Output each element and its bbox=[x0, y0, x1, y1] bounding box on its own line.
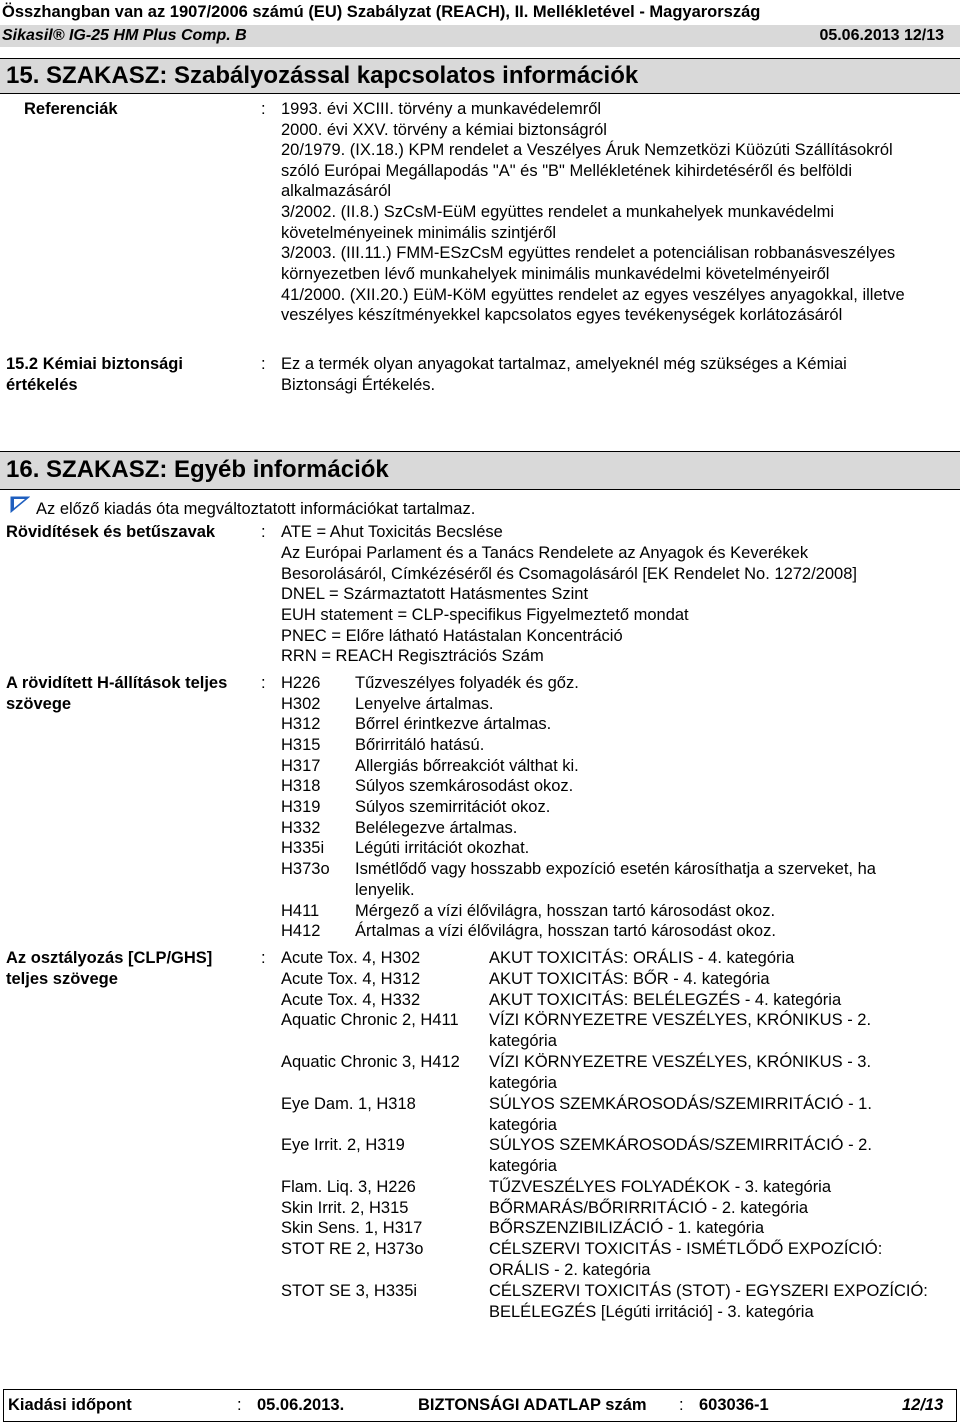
h-text: Belélegezve ártalmas. bbox=[355, 819, 518, 837]
clp-text: VÍZI KÖRNYEZETRE VESZÉLYES, KRÓNIKUS - 3. kategória bbox=[489, 1053, 872, 1092]
clp-code: STOT RE 2, H373o bbox=[281, 1240, 424, 1258]
references-label: Referenciák bbox=[24, 100, 118, 118]
sds-number-label: BIZTONSÁGI ADATLAP szám bbox=[418, 1396, 647, 1414]
h-statements-label: A rövidített H-állítások teljes bbox=[6, 674, 228, 692]
reference-line: 3/2003. (III.11.) FMM-ESzCsM együttes rendelet a potenciálisan robbanásveszélyes bbox=[281, 244, 896, 262]
h-text: Lenyelve ártalmas. bbox=[355, 695, 494, 713]
clp-code: Aquatic Chronic 3, H412 bbox=[281, 1053, 460, 1071]
section-16-title-bar bbox=[0, 451, 960, 490]
abbreviation-line: EUH statement = CLP-specifikus Figyelmeztető mondat bbox=[281, 606, 689, 624]
h-text: Tűzveszélyes folyadék és gőz. bbox=[355, 674, 579, 692]
abbreviation-line: ATE = Ahut Toxicitás Becslése bbox=[281, 523, 503, 541]
reference-line: 1993. évi XCIII. törvény a munkavédelemről bbox=[281, 100, 602, 118]
h-code: H412 bbox=[281, 922, 321, 940]
clp-code: Acute Tox. 4, H332 bbox=[281, 991, 421, 1009]
clp-text: TŰZVESZÉLYES FOLYADÉKOK - 3. kategória bbox=[489, 1178, 832, 1196]
csa-text: Biztonsági Értékelés. bbox=[281, 376, 436, 394]
section-15-title: 15. SZAKASZ: Szabályozással kapcsolatos információk bbox=[6, 62, 639, 89]
issue-date: 05.06.2013. bbox=[257, 1396, 345, 1414]
clp-label: teljes szövege bbox=[6, 970, 118, 988]
colon: : bbox=[261, 100, 266, 118]
reference-line: veszélyes készítményekkel kapcsolatos egyes tevékenységek korlátozásáról bbox=[281, 306, 843, 324]
clp-text: AKUT TOXICITÁS: BŐR - 4. kategória bbox=[489, 970, 770, 988]
issue-date-label: Kiadási időpont bbox=[8, 1396, 132, 1414]
h-text: Súlyos szemirritációt okoz. bbox=[355, 798, 551, 816]
clp-code: Eye Irrit. 2, H319 bbox=[281, 1136, 405, 1154]
clp-code: Flam. Liq. 3, H226 bbox=[281, 1178, 416, 1196]
abbreviation-line: Az Európai Parlament és a Tanács Rendelete az Anyagok és Keverékek bbox=[281, 544, 809, 562]
section-15-title-bar bbox=[0, 58, 960, 94]
abbreviations-label: Rövidítések és betűszavak bbox=[6, 523, 216, 541]
h-text: Allergiás bőrreakciót válthat ki. bbox=[355, 757, 579, 775]
csa-text: Ez a termék olyan anyagokat tartalmaz, amelyeknél még szükséges a Kémiai bbox=[281, 355, 847, 373]
footer-box bbox=[3, 1389, 957, 1422]
clp-code: Aquatic Chronic 2, H411 bbox=[281, 1011, 459, 1029]
clp-code: Acute Tox. 4, H302 bbox=[281, 949, 421, 967]
csa-label: 15.2 Kémiai biztonsági bbox=[6, 355, 183, 373]
h-code: H315 bbox=[281, 736, 321, 754]
change-marker-icon bbox=[10, 496, 30, 513]
clp-text: AKUT TOXICITÁS: BELÉLEGZÉS - 4. kategória bbox=[489, 991, 842, 1009]
abbreviation-line: DNEL = Származtatott Hatásmentes Szint bbox=[281, 585, 589, 603]
product-header-bar bbox=[0, 25, 960, 47]
clp-code: Skin Sens. 1, H317 bbox=[281, 1219, 423, 1237]
h-text: Ártalmas a vízi élővilágra, hosszan tartó károsodást okoz. bbox=[355, 922, 776, 940]
colon: : bbox=[261, 523, 266, 541]
h-text: Ismétlődő vagy hosszabb expozíció esetén károsíthatja a szerveket, ha lenyelik. bbox=[355, 860, 876, 899]
clp-code: Skin Irrit. 2, H315 bbox=[281, 1199, 409, 1217]
header-date-page: 05.06.2013 12/13 bbox=[819, 27, 944, 44]
clp-text: CÉLSZERVI TOXICITÁS - ISMÉTLŐDŐ EXPOZÍCIÓ: ORÁLIS - 2. kategória bbox=[489, 1240, 883, 1279]
abbreviation-line: Besorolásáról, Címkézéséről és Csomagolásáról [EK Rendelet No. 1272/2008] bbox=[281, 565, 857, 583]
h-code: H373o bbox=[281, 860, 330, 878]
reference-line: 20/1979. (IX.18.) KPM rendelet a Veszélyes Áruk Nemzetközi Küözúti Szállításokról bbox=[281, 141, 893, 159]
clp-text: CÉLSZERVI TOXICITÁS (STOT) - EGYSZERI EXPOZÍCIÓ: BELÉLEGZÉS [Légúti irritáció] - 3. kategória bbox=[489, 1282, 928, 1321]
clp-code: Acute Tox. 4, H312 bbox=[281, 970, 421, 988]
clp-text: SÚLYOS SZEMKÁROSODÁS/SZEMIRRITÁCIÓ - 2. kategória bbox=[489, 1136, 872, 1175]
abbreviation-line: PNEC = Előre látható Hatástalan Koncentráció bbox=[281, 627, 623, 645]
h-text: Súlyos szemkárosodást okoz. bbox=[355, 777, 574, 795]
h-code: H319 bbox=[281, 798, 321, 816]
h-statements-label: szövege bbox=[6, 695, 72, 713]
clp-text: BŐRMARÁS/BŐRIRRITÁCIÓ - 2. kategória bbox=[489, 1199, 809, 1217]
change-note: Az előző kiadás óta megváltoztatott információkat tartalmaz. bbox=[36, 500, 476, 518]
h-code: H318 bbox=[281, 777, 321, 795]
regulation-header: Összhangban van az 1907/2006 számú (EU) Szabályzat (REACH), II. Mellékletével - Magyarország bbox=[0, 0, 960, 25]
abbreviation-line: RRN = REACH Regisztrációs Szám bbox=[281, 647, 544, 665]
clp-text: SÚLYOS SZEMKÁROSODÁS/SZEMIRRITÁCIÓ - 1. kategória bbox=[489, 1095, 872, 1134]
reference-line: követelményeinek minimális szintjéről bbox=[281, 224, 557, 242]
h-text: Bőrrel érintkezve ártalmas. bbox=[355, 715, 552, 733]
reference-line: környezetben lévő munkahelyek minimális munkavédelmi követelményeiről bbox=[281, 265, 830, 283]
colon: : bbox=[679, 1396, 684, 1414]
colon: : bbox=[237, 1396, 242, 1414]
sds-number: 603036-1 bbox=[699, 1396, 769, 1414]
h-code: H335i bbox=[281, 839, 325, 857]
product-name: Sikasil® IG-25 HM Plus Comp. B bbox=[2, 27, 247, 44]
h-code: H226 bbox=[281, 674, 321, 692]
clp-code: STOT SE 3, H335i bbox=[281, 1282, 418, 1300]
h-code: H317 bbox=[281, 757, 321, 775]
colon: : bbox=[261, 355, 266, 373]
clp-text: AKUT TOXICITÁS: ORÁLIS - 4. kategória bbox=[489, 949, 795, 967]
clp-code: Eye Dam. 1, H318 bbox=[281, 1095, 416, 1113]
h-code: H302 bbox=[281, 695, 321, 713]
section-16-title: 16. SZAKASZ: Egyéb információk bbox=[6, 456, 389, 483]
reference-line: alkalmazásáról bbox=[281, 182, 392, 200]
clp-label: Az osztályozás [CLP/GHS] bbox=[6, 949, 213, 967]
clp-text: VÍZI KÖRNYEZETRE VESZÉLYES, KRÓNIKUS - 2. kategória bbox=[489, 1011, 872, 1050]
csa-label: értékelés bbox=[6, 376, 78, 394]
h-text: Légúti irritációt okozhat. bbox=[355, 839, 530, 857]
colon: : bbox=[261, 949, 266, 967]
h-text: Mérgező a vízi élővilágra, hosszan tartó károsodást okoz. bbox=[355, 902, 776, 920]
reference-line: 41/2000. (XII.20.) EüM-KöM együttes rendelet az egyes veszélyes anyagokkal, illetve bbox=[281, 286, 905, 304]
page-number: 12/13 bbox=[902, 1396, 944, 1414]
colon: : bbox=[261, 674, 266, 692]
clp-text: BŐRSZENZIBILIZÁCIÓ - 1. kategória bbox=[489, 1219, 765, 1237]
reference-line: szóló Európai Megállapodás "A" és "B" Mellékletének kihirdetéséről és belföldi bbox=[281, 162, 852, 180]
reference-line: 3/2002. (II.8.) SzCsM-EüM együttes rendelet a munkahelyek munkavédelmi bbox=[281, 203, 835, 221]
h-text: Bőrirritáló hatású. bbox=[355, 736, 485, 754]
h-code: H312 bbox=[281, 715, 321, 733]
h-code: H332 bbox=[281, 819, 321, 837]
h-code: H411 bbox=[281, 902, 320, 920]
reference-line: 2000. évi XXV. törvény a kémiai biztonságról bbox=[281, 121, 607, 139]
